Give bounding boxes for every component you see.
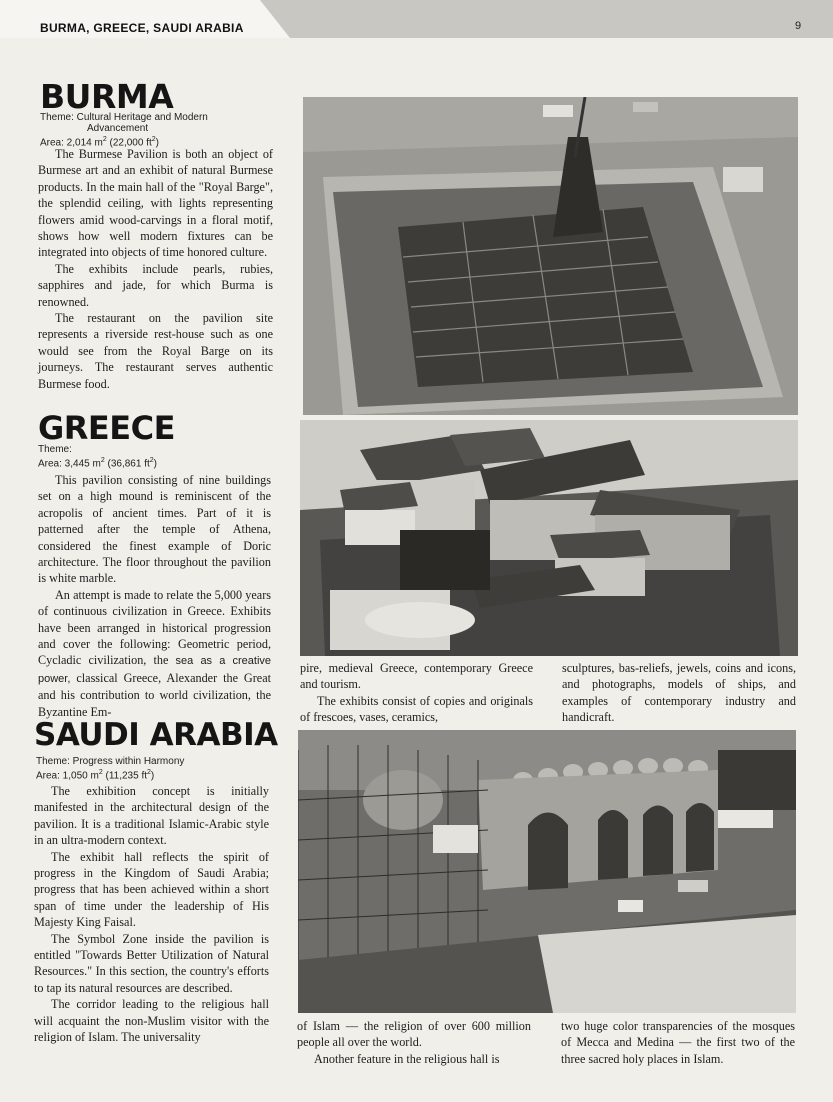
burma-paragraph-3: The restaurant on the pavilion site represents a riverside rest-house such as one would see from the Royal Barge on its journeys. The restaurant serves authentic Burmese food. (38, 311, 273, 391)
burma-theme-line2: Advancement (87, 123, 149, 134)
burma-area-suffix: ) (155, 137, 159, 149)
saudi-area-sup2: 2 (147, 769, 151, 776)
greece-col2-text: pire, medieval Greece, contemporary Greece and tourism. (300, 661, 533, 692)
saudi-col2-paragraph-2: Another feature in the religious hall is (314, 1051, 500, 1066)
saudi-theme-line1: Theme: Progress within Harmony (36, 756, 185, 767)
saudi-meta (36, 756, 276, 781)
page-number: 9 (795, 20, 802, 32)
burma-area-sup1: 2 (102, 136, 107, 143)
greece-col3 (562, 660, 796, 726)
greece-paragraph-2 (38, 587, 271, 720)
saudi-col3-text: two huge color transparencies of the mosques of Mecca and Medina — the first two of the three sacred holy places in Islam. (561, 1019, 795, 1066)
saudi-body (34, 783, 269, 1046)
burma-paragraph-2: The exhibits include pearls, rubies, sapphires and jade, for which Burma is renowned. (38, 261, 273, 309)
burma-title: BURMA (40, 77, 174, 116)
saudi-area-suffix: ) (150, 770, 155, 782)
model-photo-greece-pavilion (300, 420, 798, 656)
saudi-area-prefix: Area: 1,050 m (36, 770, 99, 782)
saudi-paragraph-4: The corridor leading to the religious hall will acquaint the non-Muslim visitor with the religion of Islam. The universality (34, 997, 269, 1045)
greece-col2-paragraph-2: The exhibits consist of copies and originals of frescoes, vases, ceramics, (300, 693, 533, 725)
greece-area-mid: (36,861 ft (104, 458, 150, 470)
greece-paragraph-1: This pavilion consisting of nine buildings set on a high mound is reminiscent of the acropolis of ancient times. Part of it is patterned after the temple of Athena, considered the finest example of Doric architecture. The floor throughout the pavilion is white marble. (38, 473, 271, 586)
saudi-area-mid: (11,235 ft (102, 770, 148, 782)
greece-area-sup1: 2 (100, 457, 105, 464)
saudi-paragraph-1: The exhibition concept is initially manifested in the architectural design of the pavilion. It is a traditional Islamic-Arabic style in an ultra-modern context. (34, 784, 269, 848)
greece-title: GREECE (38, 409, 175, 447)
saudi-col2-text: of Islam — the religion of over 600 million people all over the world. (297, 1019, 531, 1050)
saudi-col3 (561, 1018, 795, 1067)
greece-area-suffix: ) (153, 458, 157, 470)
burma-area-mid: (22,000 ft (106, 137, 152, 149)
header-band (0, 0, 833, 40)
greece-col2 (300, 660, 533, 726)
greece-body (38, 472, 271, 720)
saudi-col2 (297, 1018, 531, 1067)
greece-paragraph-2a: An attempt is made to relate the 5,000 years of continuous civilization in Greece. Exhibits have been arranged in historical progression and cover the following: Geometric period, Cycladic civilization, the (38, 587, 271, 668)
saudi-paragraph-2: The exhibit hall reflects the spirit of progress in the Kingdom of Saudi Arabia; progress that has been achieved within a short span of time under the leadership of His Majesty King Faisal. (34, 849, 269, 930)
burma-body (38, 146, 273, 392)
greece-col3-text: sculptures, bas-reliefs, jewels, coins and icons, and photographs, models of ships, and examples of contemporary industry and handicraft. (562, 661, 796, 725)
running-head: BURMA, GREECE, SAUDI ARABIA (40, 21, 244, 35)
saudi-title: SAUDI ARABIA (34, 717, 278, 753)
burma-area-sup2: 2 (151, 136, 156, 143)
greece-paragraph-2c: classical Greece, Alexander the Great and his contribution to world civilization, the Byzantine Em- (38, 670, 271, 719)
greece-theme-line1: Theme: (38, 444, 72, 455)
burma-meta (40, 112, 275, 148)
burma-paragraph-1: The Burmese Pavilion is both an object of Burmese art and an exhibit of natural Burmese products. In the main hall of the "Royal Barge", the splendid ceiling, with lights representing flowers amid wood-carvings in a floral motif, shows how well modern fixtures can be integrated into objects of time honored culture. (38, 147, 273, 260)
saudi-area-sup1: 2 (98, 769, 103, 776)
burma-area-prefix: Area: 2,014 m (40, 137, 103, 149)
aerial-photo-burma-pavilion (303, 97, 798, 415)
greece-area-sup2: 2 (149, 457, 154, 464)
burma-theme-line1: Theme: Cultural Heritage and Modern (40, 112, 208, 123)
greece-area-prefix: Area: 3,445 m (38, 458, 101, 470)
greece-paragraph-2b: sea as a creative power, (38, 655, 272, 685)
saudi-paragraph-3: The Symbol Zone inside the pavilion is entitled "Towards Better Utilization of Natural Resources." In this section, the country's efforts to tap its natural resources are described. (34, 931, 269, 995)
construction-photo-saudi-pavilion (298, 730, 796, 1013)
greece-meta (38, 444, 273, 469)
